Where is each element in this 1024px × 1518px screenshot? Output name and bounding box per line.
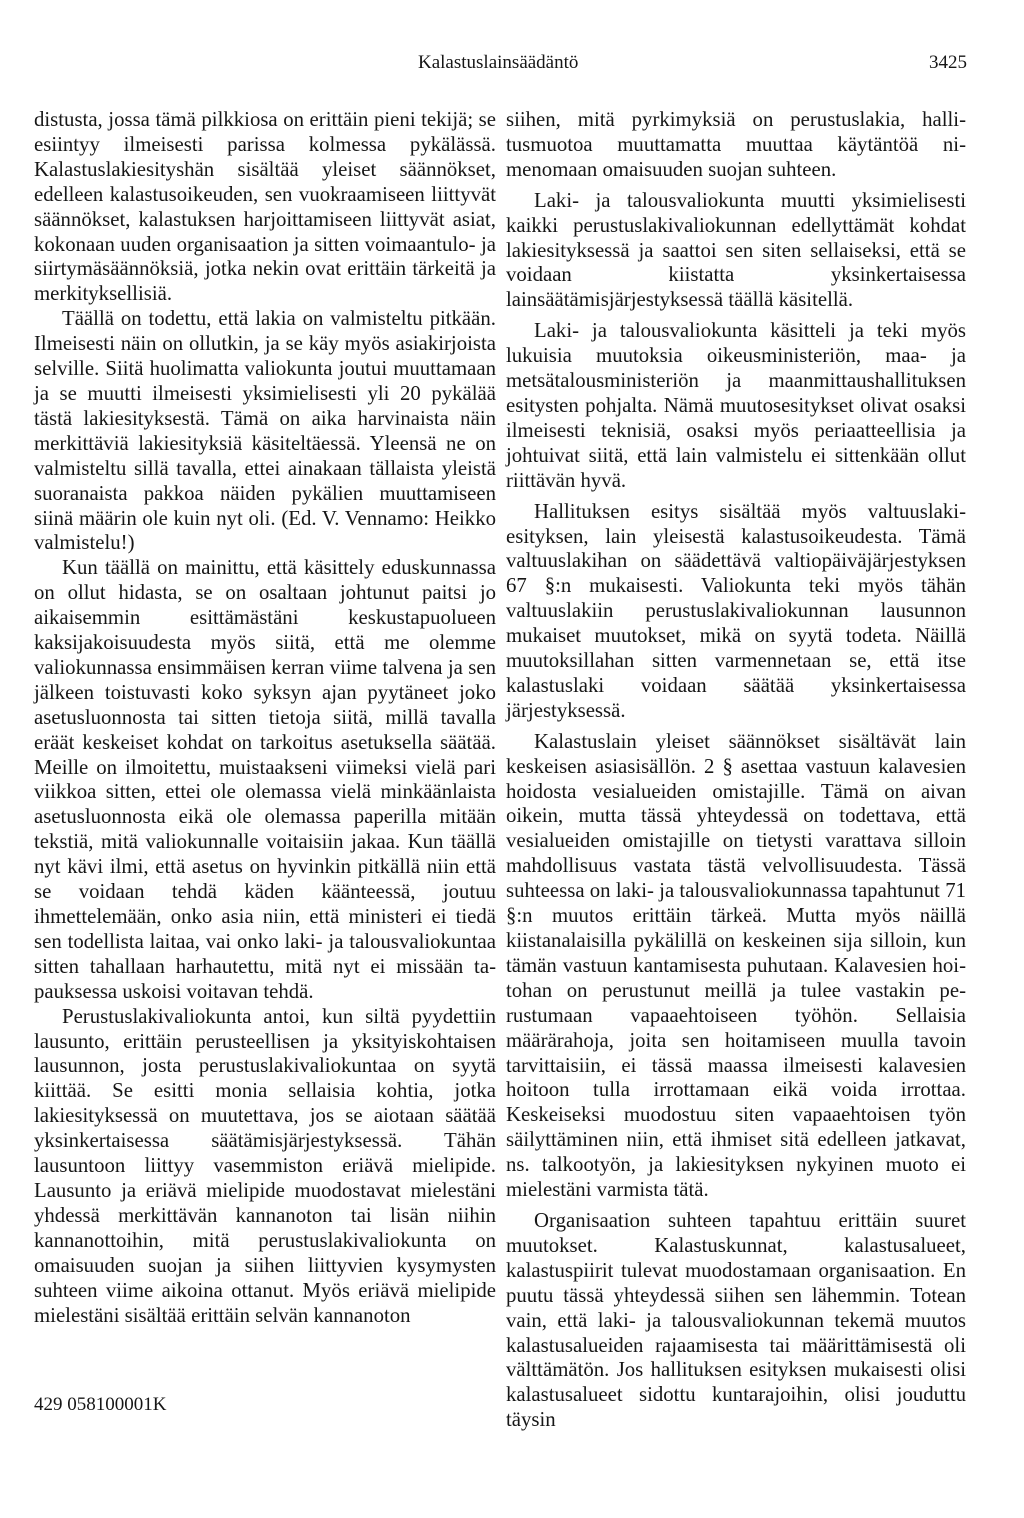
running-header-title: Kalastuslainsäädäntö (418, 52, 579, 73)
paragraph: Perustuslakivaliokunta antoi, kun siltä pyydettiin lausunto, erittäin perusteellisen ja yksityiskohtaisen lausunnon, josta perustuslakivaliokuntaa on syytä kiittää. Se esitti monia sellaisia kohtia, jotka lakiesityksessä on muutettava, jos se aiotaan säätää yksinkertaisessa säätämisjärjestyksessä. Tähän lausuntoon liittyy vasemmiston eriävä mielipide. Lausunto ja eriävä mielipide muodostavat mielestäni yhdessä merkittävän kannanoton tai lisän niihin kannanottoihin, mitä perustuslakivaliokunta on omaisuuden suojan ja siihen liittyvien kysymysten suhteen viime aikoina ottanut. Myös eriävä mielipide mielestäni sisältää erittäin selvän kannanoton (34, 1004, 496, 1327)
paragraph: Laki- ja talousvaliokunta käsitteli ja teki myös lukuisia muutoksia oikeusministeriön, maa- ja metsätalousministeriön ja maanmittaushallituksen esitysten pohjalta. Nämä muutosesitykset olivat osaksi ilmeisesti teknisiä, osaksi myös periaatteellisia ja johtuivat siitä, että lain valmistelu ei sittenkään ollut riittävän hyvä. (506, 319, 966, 492)
paragraph: Laki- ja talousvaliokunta muutti yksimielisesti kaikki perustuslakivaliokunnan edellyttämät kohdat lakiesityksessä ja saattoi sen siten sellaiseksi, että se voidaan kiistatta yksinkertaisessa lainsäätämisjärjestyksessä täällä käsitellä. (506, 188, 966, 312)
page-number: 3425 (929, 52, 967, 73)
right-text-column (506, 108, 966, 1433)
paragraph: Kalastuslain yleiset säännökset sisältävät lain keskeisen asiasisällön. 2 § asettaa vastuun kalavesien hoidosta vesialueiden omistajille. Tämä on aivan oikein, mutta tässä yhteydessä on todettava, että vesialueiden omistajille on tietysti varattava silloin mahdollisuus vastata tästä velvollisuudesta. Tässä suhteessa on laki- ja talousvaliokunnassa tapahtunut 71 §:n muutos erittäin tärkeä. Mutta myös näillä kiistanalaisilla pykälillä on keskeinen sija silloin, kun tämän vastuun kantamisesta puhutaan. Kalavesien hoitohan on perustunut meillä ja tulee vastakin perustumaan vapaaehtoiseen työhön. Sellaisia määrärahoja, joita sen hoitamiseen muulla tavoin tarvittaisiin, ei tässä maassa ilmeisesti kalavesien hoitoon tulla irrottamaan eikä voida irrottaa. Keskeiseksi muodostuu siten vapaaehtoisen työn säilyttäminen niin, että ihmiset sitä edelleen jatkavat, ns. talkootyön, ja lakiesityksen nykyinen muoto ei mielestäni varmista tätä. (506, 729, 966, 1202)
paragraph: Hallituksen esitys sisältää myös valtuuslakiesityksen, lain yleisestä kalastusoikeudesta. Tämä valtuuslakihan on säädettävä valtiopäiväjärjestyksen 67 §:n mukaisesti. Valiokunta teki myös tähän valtuuslakiin perustuslakivaliokunnan lausunnon mukaiset muutokset, mikä on syytä todeta. Näillä muutoksillahan sitten varmennetaan se, että itse kalastuslaki voidaan säätää yksinkertaisessa järjestyksessä. (506, 499, 966, 722)
left-text-column (34, 108, 496, 1328)
paragraph: Kun täällä on mainittu, että käsittely eduskunnassa on ollut hidasta, se on osaltaan johtunut paitsi jo aikaisemmin esittämästäni keskustapuolueen kaksijakoisuudesta myös siitä, että me olemme valiokunnassa ensimmäisen kerran viime talvena ja sen jälkeen toistuvasti koko syksyn ajan pyytäneet joko asetusluonnosta tai sitten tietoja siitä, millä tavalla eräät keskeiset kohdat on tarkoitus asetuksella säätää. Meille on ilmoitettu, muistaakseni viimeksi vielä pari viikkoa sitten, ettei ole olemassa vielä minkäänlaista asetusluonnosta eikä ole olemassa paperilla mitään tekstiä, mitä valiokunnalle voitaisiin jakaa. Kun täällä nyt kävi ilmi, että asetus on hyvinkin pitkällä niin että se voidaan tehdä käden käänteessä, joutuu ihmettelemään, onko asia niin, että ministeri ei tiedä sen todellista laitaa, vai onko laki- ja talousvaliokuntaa sitten tahallaan harhautettu, mitä nyt ei missään tapauksessa uskoisi voitavan tehdä. (34, 556, 496, 1003)
footer-print-code: 429 058100001K (34, 1394, 167, 1415)
paragraph: distusta, jossa tämä pilkkiosa on erittäin pieni tekijä; se esiintyy ilmeisesti parissa kolmessa pykälässä. Kalastuslakiesityshän sisältää yleiset säännökset, edelleen kalastusoikeuden, sen vuokraamiseen liittyvät säännökset, kalastuksen harjoittamiseen liittyvät asiat, kokonaan uuden organisaation ja sitten voimaantulo- ja siirtymäsäännöksiä, jotka nekin ovat erittäin tärkeitä ja merkityksellisiä. (34, 108, 496, 306)
paragraph: Organisaation suhteen tapahtuu erittäin suuret muutokset. Kalastuskunnat, kalastusalueet, kalastuspiirit tulevat muodostamaan organisaation. En puutu tässä yhteydessä siihen sen lähemmin. Totean vain, että laki- ja talousvaliokunnan tekemä muutos kalastusalueiden rajaamisesta tai määrittämisestä oli välttämätön. Jos hallituksen esityksen mukaisesti olisi kalastusalueet sidottu kuntarajoihin, olisi jouduttu täysin (506, 1208, 966, 1432)
paragraph: Täällä on todettu, että lakia on valmisteltu pitkään. Ilmeisesti näin on ollutkin, ja se käy myös asiakirjoista selville. Siitä huolimatta valiokunta joutui muuttamaan ja se muutti ilmeisesti yksimielisesti yli 20 pykälää tästä lakiesityksestä. Tämä on aika harvinaista näin merkittäviä lakiesityksiä käsiteltäessä. Yleensä ne on valmisteltu sillä tavalla, ettei ainakaan tällaista yleistä suoranaista pakkoa näiden pykälien muuttamiseen siinä määrin ole kuin nyt oli. (Ed. V. Vennamo: Heikko valmistelu!) (34, 307, 496, 555)
paragraph: siihen, mitä pyrkimyksiä on perustuslakia, hallitusmuotoa muuttamatta muuttaa käytäntöä nimenomaan omaisuuden suojan suhteen. (506, 108, 966, 181)
